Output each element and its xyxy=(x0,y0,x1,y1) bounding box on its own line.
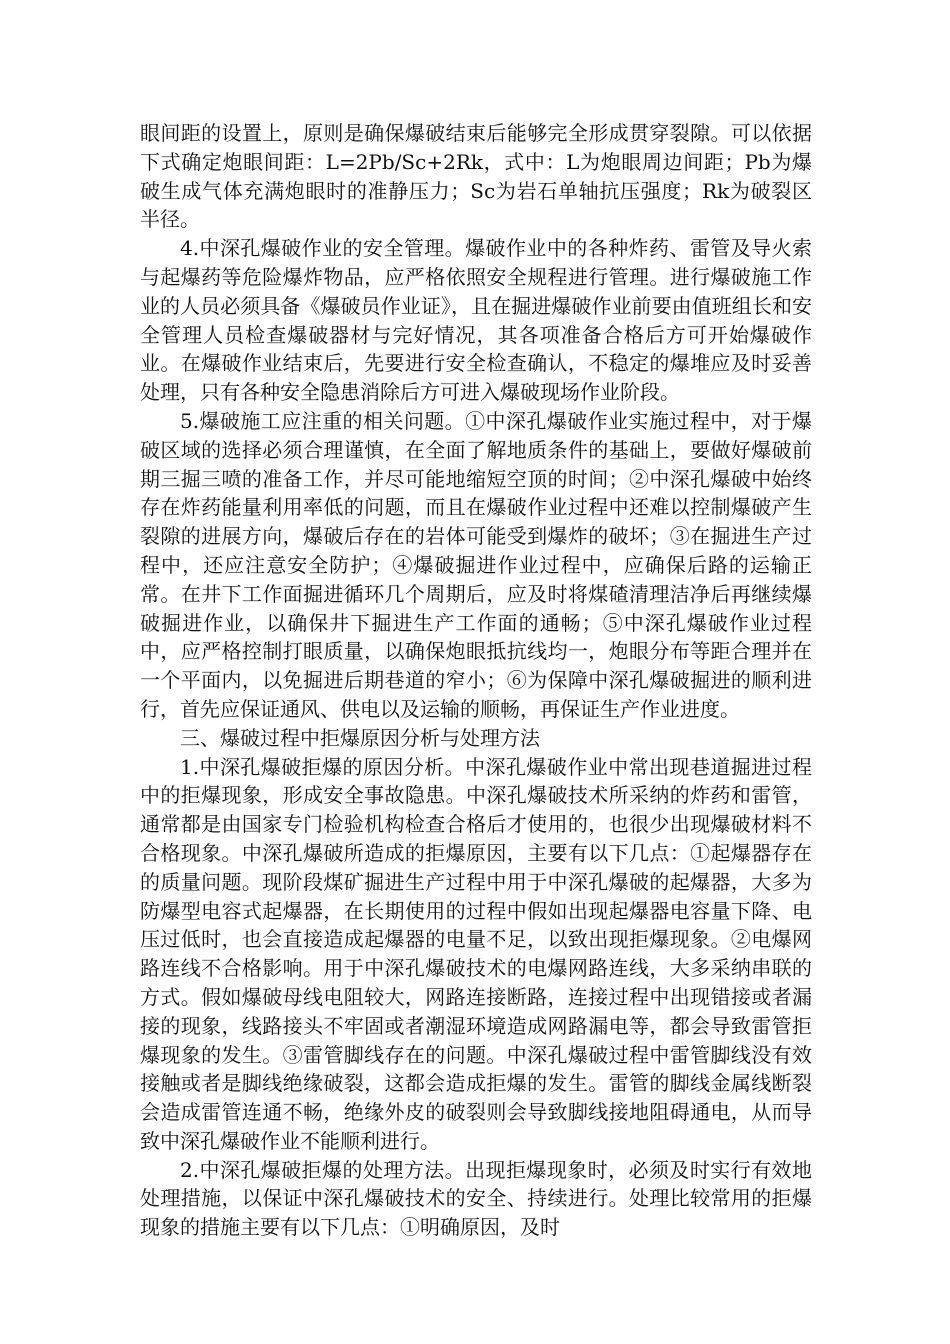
paragraph-continuation: 眼间距的设置上，原则是确保爆破结束后能够完全形成贯穿裂隙。可以依据下式确定炮眼间距：L=2Pb/Sc+2Rk，式中：L为炮眼周边间距；Pb为爆破生成气体充满炮眼时的准静压力；Sc为岩石单轴抗压强度；Rk为破裂区半径。 xyxy=(140,121,812,232)
paragraph-construction-issues: 5.爆破施工应注重的相关问题。①中深孔爆破作业实施过程中，对于爆破区域的选择必须合理谨慎，在全面了解地质条件的基础上，要做好爆破前期三掘三喷的准备工作，并尽可能地缩短空顶的时间；②中深孔爆破中始终存在炸药能量利用率低的问题，而且在爆破作业过程中还难以控制爆破产生裂隙的进展方向，爆破后存在的岩体可能受到爆炸的破坏；③在掘进生产过程中，还应注意安全防护；④爆破掘进作业过程中，应确保后路的运输正常。在井下工作面掘进循环几个周期后，应及时将煤碴清理洁净后再继续爆破掘进作业，以确保井下掘进生产工作面的通畅；⑤中深孔爆破作业过程中，应严格控制打眼质量，以确保炮眼抵抗线均一，炮眼分布等距合理并在一个平面内，以免掘进后期巷道的窄小；⑥为保障中深孔爆破掘进的顺利进行，首先应保证通风、供电以及运输的顺畅，再保证生产作业进度。 xyxy=(140,408,812,721)
document-body xyxy=(140,119,812,1242)
section-heading: 三、爆破过程中拒爆原因分析与处理方法 xyxy=(180,725,540,750)
paragraph-misfire-causes: 1.中深孔爆破拒爆的原因分析。中深孔爆破作业中常出现巷道掘进过程中的拒爆现象，形成安全事故隐患。中深孔爆破技术所采纳的炸药和雷管，通常都是由国家专门检验机构检查合格后才使用的，也很少出现爆破材料不合格现象。中深孔爆破所造成的拒爆原因，主要有以下几点：①起爆器存在的质量问题。现阶段煤矿掘进生产过程中用于中深孔爆破的起爆器，大多为防爆型电容式起爆器，在长期使用的过程中假如出现起爆器电容量下降、电压过低时，也会直接造成起爆器的电量不足，以致出现拒爆现象。②电爆网路连线不合格影响。用于中深孔爆破技术的电爆网路连线，大多采纳串联的方式。假如爆破母线电阻较大，网路连接断路，连接过程中出现错接或者漏接的现象，线路接头不牢固或者潮湿环境造成网路漏电等，都会导致雷管拒爆现象的发生。③雷管脚线存在的问题。中深孔爆破过程中雷管脚线没有效接触或者是脚线绝缘破裂，这都会造成拒爆的发生。雷管的脚线金属线断裂会造成雷管连通不畅，绝缘外皮的破裂则会导致脚线接地阻碍通电，从而导致中深孔爆破作业不能顺利进行。 xyxy=(140,754,812,1153)
paragraph-misfire-handling: 2.中深孔爆破拒爆的处理方法。出现拒爆现象时，必须及时实行有效地处理措施，以保证中深孔爆破技术的安全、持续进行。处理比较常用的拒爆现象的措施主要有以下几点：①明确原因，及时 xyxy=(140,1157,812,1240)
paragraph-safety-management: 4.中深孔爆破作业的安全管理。爆破作业中的各种炸药、雷管及导火索与起爆药等危险爆炸物品，应严格依照安全规程进行管理。进行爆破施工作业的人员必须具备《爆破员作业证》，且在掘进爆破作业前要由值班组长和安全管理人员检查爆破器材与完好情况，其各项准备合格后方可开始爆破作业。在爆破作业结束后，先要进行安全检查确认，不稳定的爆堆应及时妥善处理，只有各种安全隐患消除后方可进入爆破现场作业阶段。 xyxy=(140,236,812,405)
